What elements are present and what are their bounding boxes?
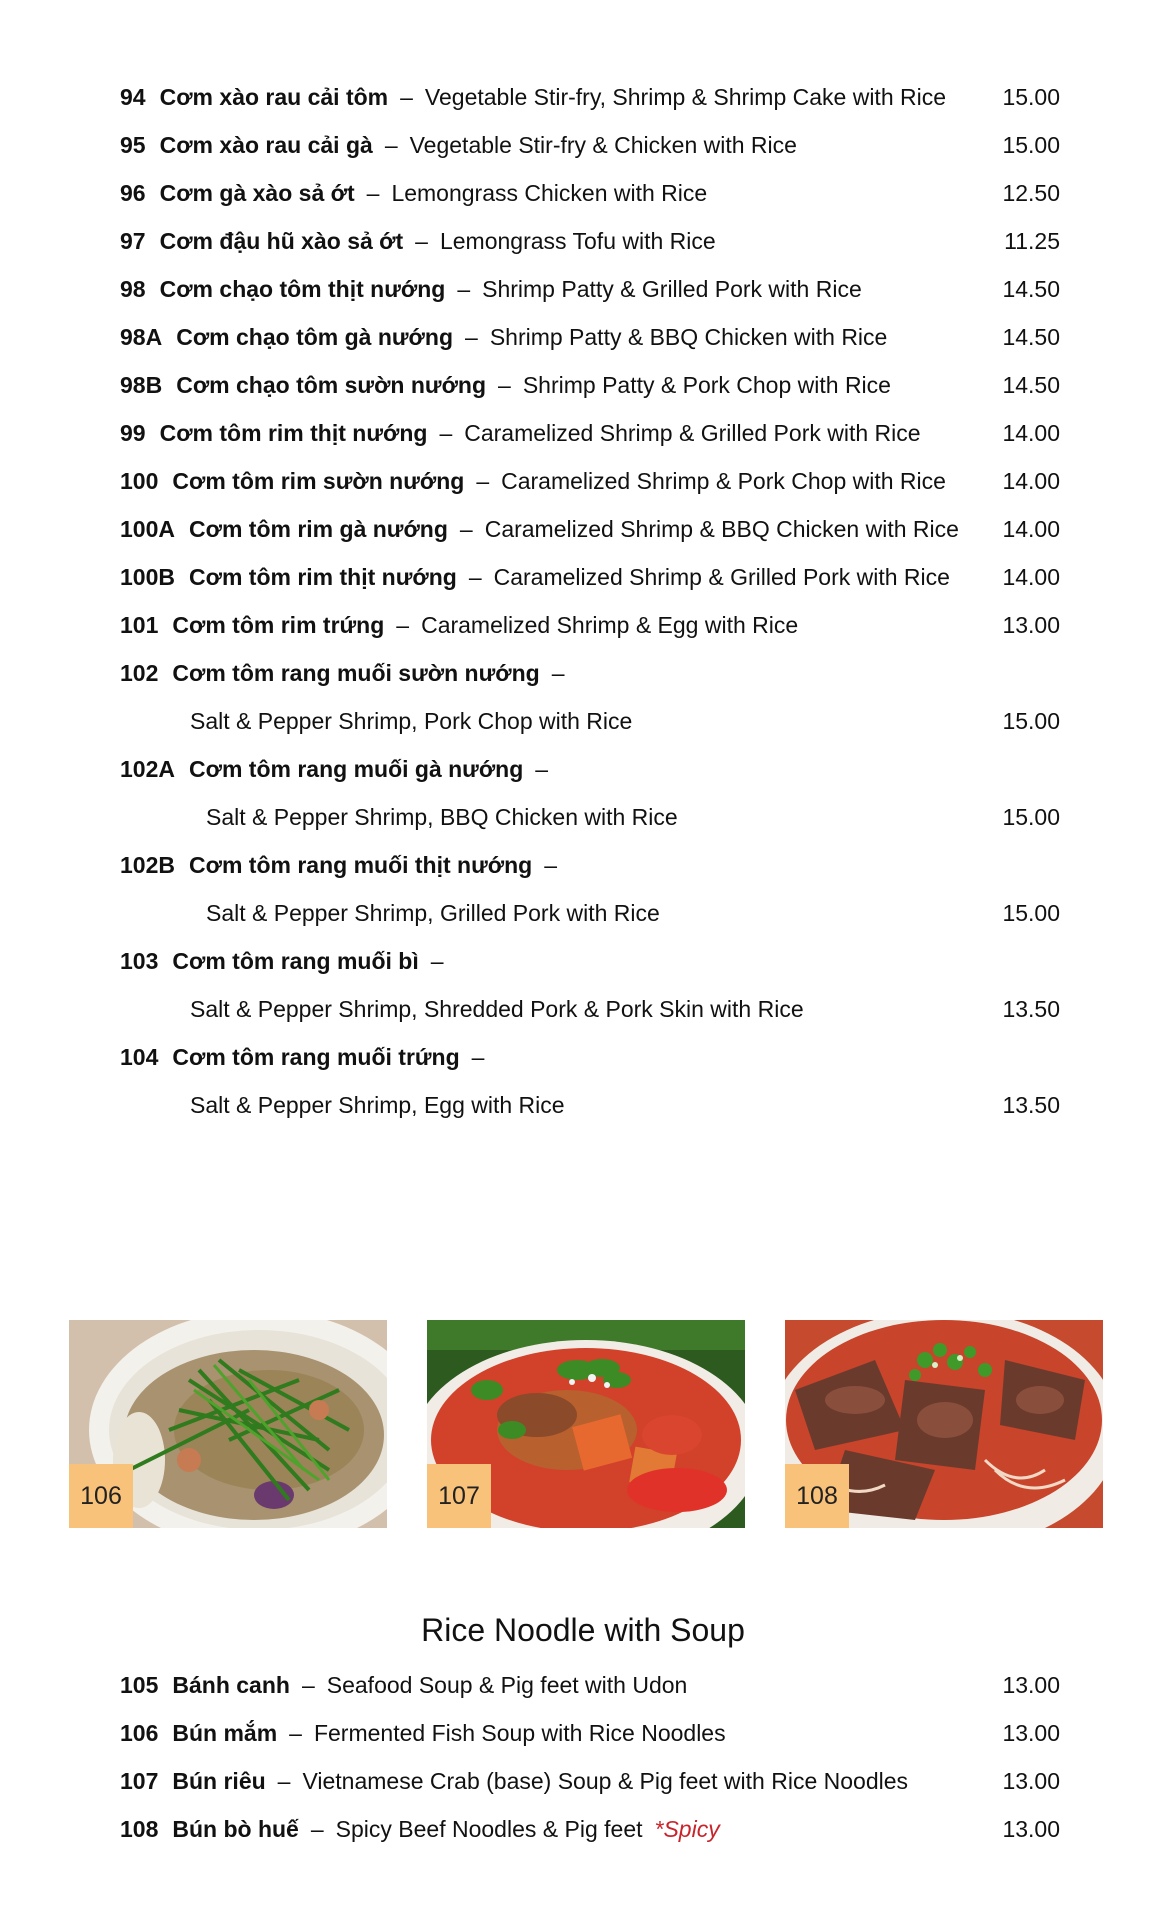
item-price: 14.00 bbox=[1002, 468, 1060, 494]
item-english-name: Caramelized Shrimp & Grilled Pork with Rice bbox=[493, 564, 950, 590]
menu-item bbox=[120, 1665, 1060, 1705]
item-dash: – bbox=[535, 756, 549, 782]
item-vietnamese-name: Bún riêu bbox=[172, 1768, 266, 1794]
menu-item bbox=[120, 557, 1060, 597]
item-price: 13.50 bbox=[1002, 1092, 1060, 1118]
item-dash: – bbox=[366, 180, 380, 206]
menu-item-heading bbox=[120, 749, 1060, 789]
menu-item-detail bbox=[120, 797, 1060, 837]
item-price: 14.50 bbox=[1002, 372, 1060, 398]
menu-item bbox=[120, 77, 1060, 117]
item-dash: – bbox=[498, 372, 511, 398]
item-vietnamese-name: Cơm tôm rim gà nướng bbox=[188, 516, 448, 542]
item-vietnamese-name: Bún bò huế bbox=[172, 1816, 299, 1842]
item-price: 15.00 bbox=[1002, 900, 1060, 926]
item-number: 101 bbox=[120, 612, 159, 638]
item-english-name: Shrimp Patty & Grilled Pork with Rice bbox=[482, 276, 862, 302]
item-vietnamese-name: Cơm tôm rang muối gà nướng bbox=[188, 756, 524, 782]
item-vietnamese-name: Cơm đậu hũ xào sả ớt bbox=[159, 228, 404, 254]
item-price: 13.00 bbox=[1002, 1816, 1060, 1842]
menu-item-heading bbox=[120, 941, 1060, 981]
item-vietnamese-name: Cơm gà xào sả ớt bbox=[159, 180, 355, 206]
item-price: 13.50 bbox=[1002, 996, 1060, 1022]
item-vietnamese-name: Cơm tôm rang muối trứng bbox=[172, 1044, 460, 1070]
item-vietnamese-name: Cơm tôm rim trứng bbox=[172, 612, 385, 638]
item-price: 12.50 bbox=[1002, 180, 1060, 206]
item-price: 13.00 bbox=[1002, 612, 1060, 638]
item-number: 102A bbox=[120, 756, 175, 782]
menu-item bbox=[120, 413, 1060, 453]
item-dash: – bbox=[415, 228, 428, 254]
item-price: 13.00 bbox=[1002, 1672, 1060, 1698]
item-price: 14.00 bbox=[1002, 564, 1060, 590]
item-price: 13.00 bbox=[1002, 1768, 1060, 1794]
item-vietnamese-name: Cơm tôm rang muối bì bbox=[172, 948, 419, 974]
item-dash: – bbox=[289, 1720, 302, 1746]
item-dash: – bbox=[457, 276, 471, 302]
item-english-name: Lemongrass Chicken with Rice bbox=[391, 180, 708, 206]
menu-item bbox=[120, 221, 1060, 261]
item-english-name: Vegetable Stir-fry & Chicken with Rice bbox=[409, 132, 797, 158]
item-number: 102 bbox=[120, 660, 159, 686]
item-price: 15.00 bbox=[1002, 84, 1060, 110]
item-price: 15.00 bbox=[1002, 708, 1060, 734]
item-dash: – bbox=[400, 84, 413, 110]
item-price: 14.50 bbox=[1002, 324, 1060, 350]
section-title: Rice Noodle with Soup bbox=[421, 1612, 745, 1648]
menu-item-detail bbox=[120, 989, 1060, 1029]
menu-item-heading bbox=[120, 653, 1060, 693]
item-english-name: Salt & Pepper Shrimp, BBQ Chicken with Rice bbox=[206, 804, 678, 830]
item-english-name: Vegetable Stir-fry, Shrimp & Shrimp Cake with Rice bbox=[424, 84, 947, 110]
dish-photo-bun-mam bbox=[69, 1320, 387, 1528]
item-english-name: Spicy Beef Noodles & Pig feet bbox=[335, 1816, 643, 1842]
item-price: 14.50 bbox=[1002, 276, 1060, 302]
item-number: 98B bbox=[120, 372, 163, 398]
item-dash: – bbox=[551, 660, 565, 686]
dish-photo-bun-rieu bbox=[427, 1320, 745, 1528]
item-number: 98 bbox=[120, 276, 146, 302]
item-number: 98A bbox=[120, 324, 163, 350]
item-price: 15.00 bbox=[1002, 132, 1060, 158]
item-dash: – bbox=[471, 1044, 485, 1070]
item-vietnamese-name: Cơm tôm rim thịt nướng bbox=[188, 564, 457, 590]
item-english-name: Vietnamese Crab (base) Soup & Pig feet with Rice Noodles bbox=[302, 1768, 909, 1794]
menu-item bbox=[120, 317, 1060, 357]
item-number: 108 bbox=[120, 1816, 159, 1842]
item-number: 103 bbox=[120, 948, 159, 974]
item-dash: – bbox=[544, 852, 557, 878]
item-price: 14.00 bbox=[1002, 516, 1060, 542]
item-vietnamese-name: Cơm tôm rang muối thịt nướng bbox=[188, 852, 533, 878]
item-dash: – bbox=[465, 324, 478, 350]
item-number: 104 bbox=[120, 1044, 159, 1070]
item-vietnamese-name: Cơm chạo tôm sườn nướng bbox=[176, 372, 487, 398]
item-number: 105 bbox=[120, 1672, 159, 1698]
item-english-name: Salt & Pepper Shrimp, Pork Chop with Rice bbox=[190, 708, 633, 734]
item-english-name: Caramelized Shrimp & Egg with Rice bbox=[421, 612, 799, 638]
item-number: 100 bbox=[120, 468, 159, 494]
item-vietnamese-name: Bánh canh bbox=[172, 1672, 290, 1698]
menu-item bbox=[120, 605, 1060, 645]
item-english-name: Salt & Pepper Shrimp, Shredded Pork & Pork Skin with Rice bbox=[190, 996, 804, 1022]
item-vietnamese-name: Cơm tôm rim sườn nướng bbox=[172, 468, 465, 494]
photo-number-tag: 107 bbox=[427, 1464, 491, 1528]
item-english-name: Salt & Pepper Shrimp, Grilled Pork with Rice bbox=[206, 900, 660, 926]
menu-item bbox=[120, 509, 1060, 549]
menu-item bbox=[120, 1713, 1060, 1753]
item-english-name: Seafood Soup & Pig feet with Udon bbox=[326, 1672, 688, 1698]
menu-item bbox=[120, 461, 1060, 501]
item-vietnamese-name: Cơm tôm rim thịt nướng bbox=[159, 420, 428, 446]
item-dash: – bbox=[301, 1672, 315, 1698]
item-number: 106 bbox=[120, 1720, 159, 1746]
menu-item-heading bbox=[120, 1037, 1060, 1077]
item-number: 102B bbox=[120, 852, 175, 878]
item-english-name: Lemongrass Tofu with Rice bbox=[439, 228, 716, 254]
item-dash: – bbox=[476, 468, 490, 494]
dish-photo-bun-bo-hue bbox=[785, 1320, 1103, 1528]
item-number: 100A bbox=[120, 516, 175, 542]
menu-item bbox=[120, 125, 1060, 165]
item-price: 14.00 bbox=[1002, 420, 1060, 446]
menu-item-detail bbox=[120, 893, 1060, 933]
item-price: 13.00 bbox=[1002, 1720, 1060, 1746]
photo-number-tag: 106 bbox=[69, 1464, 133, 1528]
item-vietnamese-name: Cơm chạo tôm thịt nướng bbox=[159, 276, 446, 302]
item-vietnamese-name: Bún mắm bbox=[172, 1720, 278, 1746]
item-english-name: Caramelized Shrimp & Grilled Pork with Rice bbox=[464, 420, 921, 446]
item-number: 99 bbox=[120, 420, 146, 446]
item-dash: – bbox=[384, 132, 398, 158]
item-dash: – bbox=[468, 564, 482, 590]
item-vietnamese-name: Cơm xào rau cải gà bbox=[159, 132, 373, 158]
item-number: 100B bbox=[120, 564, 175, 590]
item-vietnamese-name: Cơm chạo tôm gà nướng bbox=[176, 324, 454, 350]
item-number: 96 bbox=[120, 180, 146, 206]
menu-item-detail bbox=[120, 701, 1060, 741]
item-dash: – bbox=[459, 516, 473, 542]
item-english-name: Caramelized Shrimp & BBQ Chicken with Rice bbox=[484, 516, 959, 542]
item-dash: – bbox=[439, 420, 453, 446]
photo-number-tag: 108 bbox=[785, 1464, 849, 1528]
item-number: 95 bbox=[120, 132, 146, 158]
menu-item bbox=[120, 269, 1060, 309]
item-english-name: Salt & Pepper Shrimp, Egg with Rice bbox=[190, 1092, 565, 1118]
item-vietnamese-name: Cơm xào rau cải tôm bbox=[159, 84, 389, 110]
spicy-note: *Spicy bbox=[654, 1816, 720, 1842]
item-english-name: Fermented Fish Soup with Rice Noodles bbox=[313, 1720, 726, 1746]
item-dash: – bbox=[310, 1816, 324, 1842]
item-english-name: Shrimp Patty & Pork Chop with Rice bbox=[522, 372, 891, 398]
item-dash: – bbox=[277, 1768, 291, 1794]
item-price: 11.25 bbox=[1004, 228, 1060, 254]
menu-item-detail bbox=[120, 1085, 1060, 1125]
item-number: 107 bbox=[120, 1768, 159, 1794]
menu-item bbox=[120, 1761, 1060, 1801]
menu-item-heading bbox=[120, 845, 1060, 885]
item-dash: – bbox=[396, 612, 410, 638]
item-number: 94 bbox=[120, 84, 146, 110]
menu-item bbox=[120, 1809, 1060, 1849]
item-price: 15.00 bbox=[1002, 804, 1060, 830]
menu-item bbox=[120, 365, 1060, 405]
menu-item bbox=[120, 173, 1060, 213]
item-english-name: Caramelized Shrimp & Pork Chop with Rice bbox=[501, 468, 946, 494]
item-dash: – bbox=[430, 948, 444, 974]
item-english-name: Shrimp Patty & BBQ Chicken with Rice bbox=[489, 324, 888, 350]
item-vietnamese-name: Cơm tôm rang muối sườn nướng bbox=[172, 660, 540, 686]
item-number: 97 bbox=[120, 228, 146, 254]
